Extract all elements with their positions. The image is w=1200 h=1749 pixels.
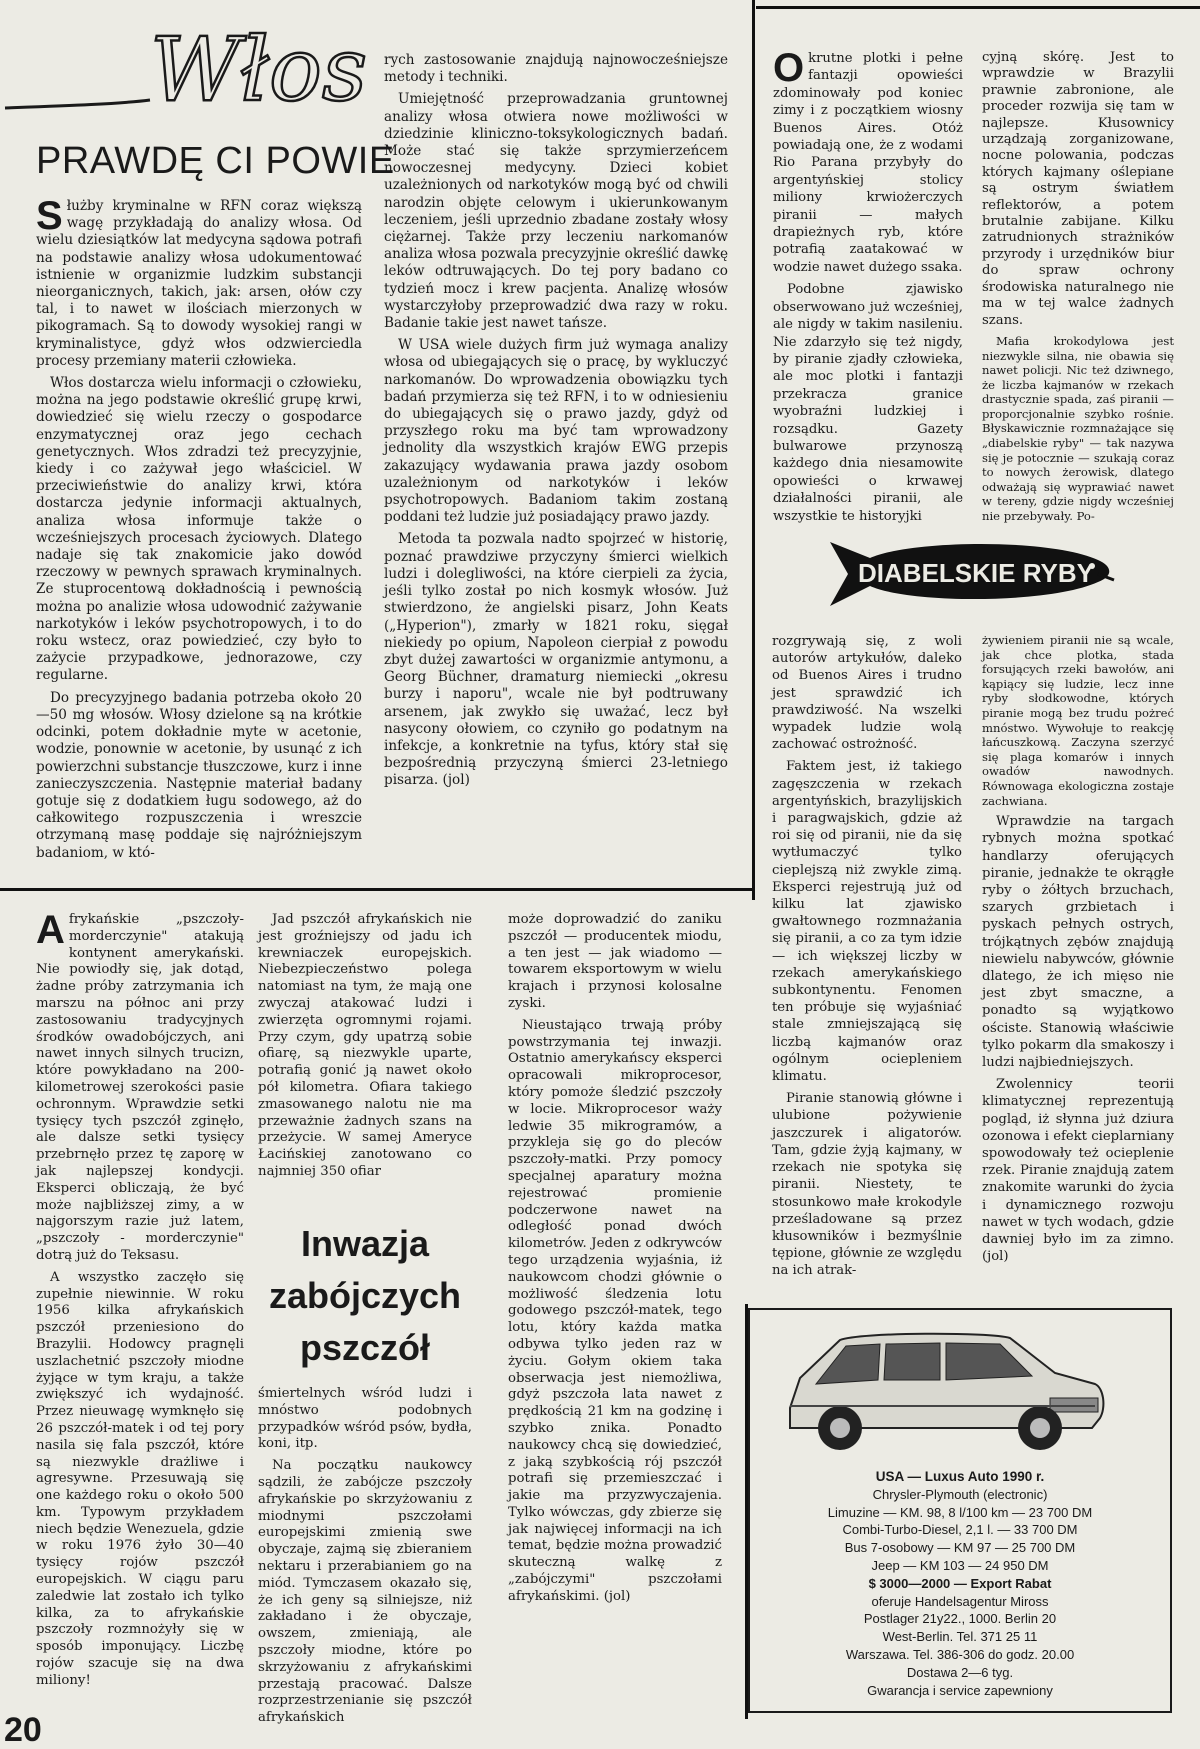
article3-paragraph: Na początku naukowcy sądzili, że zabójcze pszczoły afrykańskie po skrzyżowaniu z miodnymi pszczołami europejskimi zmienią swe obyczaje, zajmą się zbieraniem nektaru i przerabianiem go na miód. Tymczasem okazało się, że ich geny są silniejsze, niż zakładano i że obyczaje, owszem, zmieniają, ale pszczoły miodne, które po skrzyżowaniu z afrykańskimi przestają pracować. Dalsze rozprzestrzenianie się pszczół afrykańskich	[258, 1458, 472, 1726]
article3-paragraph: Afrykańskie „pszczoły-morderczynie" atakują kontynent amerykański. Nie powiodły się, jak dotąd, żadne próby zatrzymania ich marszu na północ ani przy zastosowaniu tradycyjnych środków owadobójczych, ani nawet innych silnych trucizn, które powykładano na 200-kilometrowej szerokości pasie ochronnym. Wprawdzie setki tysięcy tych pszczół zginęło, ale dalsze setki tysięcy przebrnęło przez tę zaporę w jak najlepszej kondycji. Eksperci obliczają, że być może najbliższej zimy, a w najgorszym razie już latem, „pszczoły - morderczynie" dotrą już do Teksasu.	[36, 908, 244, 1263]
article1-paragraph: W USA wiele dużych firm już wymaga analizy włosa od ubiegających się o pracę, by wykluczyć narkomanów. Do wprowadzenia obowiązku tych badań przymierza się też RFN, i to w odniesieniu do ubiegających się o prawo jazdy, gdyż od przyszłego roku ma być tam wprowadzony jednolity dla wszystkich krajów EWG przepis zakazujący wydawania prawa jazdy osobom uzależnionym od narkotyków i leków psychotropowych. Badaniom takim zostaną poddani też ludzie już posiadający prawo jazdy.	[384, 337, 728, 526]
article2-paragraph-small: Mafia krokodylowa jest niezwykle silna, nie obawia się nawet policji. Nic też dziwnego, że liczba kajmanów w rzekach drastycznie spada, zaś piranii — proporcjonalnie szybko rośnie. Błyskawicznie rozmnażające się „diabelskie ryby" — tak nazywa się je potocznie — szukają coraz to nowych żerowisk, dlatego odważają się wyprawiać nawet w tereny, gdzie nigdy wcześniej nie przebywały. Po-	[982, 333, 1174, 524]
article2-column-2b	[982, 633, 1174, 1270]
horizontal-divider	[0, 888, 752, 891]
article1-column-1	[36, 194, 362, 867]
script-title-text: Włos	[150, 18, 368, 118]
article2-paragraph: cyjną skórę. Jest to wprawdzie w Brazylii prawnie zabronione, ale proceder rozwija się tam w najlepsze. Kłusownicy urządzają zorganizowane, nocne polowania, podczas których kajmany oślepiane są ostrym światłem reflektorów, a potem brutalnie zabijane. Kilku zatrudnionych strażników przyrody i urzędników biur do spraw ochrony środowiska naturalnego nie ma w tej walce żadnych szans.	[982, 50, 1174, 328]
ad-line: Limuzine — KM. 98, 8 l/100 km — 23 700 DM	[827, 1504, 1093, 1520]
ad-line: Postlager 21y22., 1000. Berlin 20	[863, 1611, 1057, 1627]
ad-line: Jeep — KM 103 — 24 950 DM	[871, 1557, 1049, 1573]
article1-column-2	[384, 52, 728, 795]
article2-paragraph-small: żywieniem piranii nie są wcale, jak chce plotka, stada forsujących rzeki bawołów, ani kąpiący się ludzie, lecz inne ryby słodkowodne, których piranie mogą bez trudu pożreć mnóstwo. Wywołuje to reakcję łańcuszkową. Zaczyna szerzyć się plaga komarów i innych owadów nawodnych. Równowaga ekologiczna zostaje zachwiana.	[982, 633, 1174, 808]
article2-column-2	[982, 50, 1174, 529]
article3-headline	[258, 1218, 472, 1374]
article3-column-1	[36, 908, 244, 1695]
dropcap: O	[773, 46, 805, 90]
article3-paragraph: może doprowadzić do zaniku pszczół — producentek miodu, a ten jest — jak wiadomo — towarem eksportowym w wielu krajach i przynosi kolosalne zyski.	[508, 912, 722, 1011]
article3-paragraph: śmiertelnych wśród ludzi i mnóstwo podobnych przypadków wśród psów, bydła, koni, itp.	[258, 1386, 472, 1452]
article2-paragraph: rozgrywają się, z woli autorów artykułów, daleko od Buenos Aires i trudno jest sprawdzić ich prawdziwość. Na wszelki wypadek ludzie wolą zachować ostrożność.	[772, 634, 962, 753]
article3-column-3	[508, 912, 722, 1611]
ad-line: West-Berlin. Tel. 371 25 11	[882, 1629, 1038, 1645]
article2-paragraph: Piranie stanowią główne i ulubione pożywienie jaszczurek i aligatorów. Tam, gdzie żyją kajmany, w rzekach nie spotyka się piranii. Niestety, te stosunkowo małe krokodyle prześladowane są przez kłusowników i bezmyślnie tępione, głównie ze względu na ich atrak-	[772, 1091, 962, 1279]
article1-paragraph: rych zastosowanie znajdują najnowocześniejsze metody i techniki.	[384, 52, 728, 86]
article1-paragraph: Do precyzyjnego badania potrzeba około 20—50 mg włosów. Włosy dzielone są na krótkie odcinki, potem dokładnie myte w acetonie, wodzie, ponownie w acetonie, by usunąć z ich powierzchni substancje tłuszczowe, kurz i inne zanieczyszczenia. Następnie materiał badany gotuje się z dodatkiem ługu sodowego, aż do całkowitego rozpuszczenia i wreszcie otrzymaną masę poddaje się najróżniejszym badaniom, w któ-	[36, 689, 362, 861]
article3-paragraph: A wszystko zaczęło się zupełnie niewinnie. W roku 1956 kilka afrykańskich pszczół przeniesiono do Brazylii. Hodowcy pragnęli uszlachetnić pszczoły miodne żyjące w tym kraju, a także zwiększyć ich wydajność. Przez nieuwagę wymknęło się 26 pszczół-matek i od tej pory nasila się fala pszczół, które są niezwykle drażliwe i agresywne. Przesuwają się one każdego roku o około 500 km. Typowym przykładem niech będzie Wenezuela, gdzie w roku 1976 żyło 30—40 tysięcy rojów pszczół europejskich. W ciągu paru zaledwie lat zostało ich tylko kilka, za to afrykańskie pszczoły rozmnożyły się w sposób imponujący. Liczbę rojów szacuje się na dwa miliony!	[36, 1269, 244, 1688]
script-underline	[5, 100, 150, 108]
article1-headline: PRAWDĘ CI POWIE	[36, 140, 395, 182]
article2-paragraph: Zwolennicy teorii klimatycznej reprezentują pogląd, iż słynna już dziura ozonowa i efekt cieplarniany spowodowały też ocieplenie rzek. Piranie znajdują zatem znakomite warunki do życia i dynamicznego rozwoju nawet w tych wodach, gdzie dawniej było im za zimno. (jol)	[982, 1077, 1174, 1265]
article2-paragraph: Podobne zjawisko obserwowano już wcześniej, ale nigdy w takim nasileniu. Nie zdarzyło się też nigdy, by piranie zjadły człowieka, ale moc plotki i fantazji przekracza granice wyobraźni ludzkiej i rozsądku. Gazety bulwarowe przynoszą każdego dnia niesamowite opowieści o krwawej działalności piranii, ale wszystkie te historyjki	[773, 282, 963, 524]
ad-line: USA — Luxus Auto 1990 r.	[875, 1469, 1045, 1484]
article2-paragraph: Okrutne plotki i pełne fantazji opowieści zdominowały pod koniec zimy i z początkiem wiosny Buenos Aires. Otóż powiadają one, że z wodami Rio Parana przybyły do argentyńskiej stolicy miliony krwiożerczych piranii — małych drapieżnych ryb, które potrafią zaatakować w wodzie nawet dużego ssaka.	[773, 46, 963, 275]
article2-column-1b	[772, 633, 962, 1285]
dropcap: S	[36, 194, 63, 238]
page-number: 20	[4, 1711, 42, 1749]
headline-line: Inwazja	[300, 1223, 430, 1264]
ad-line: Gwarancja i service zapewniony	[867, 1682, 1053, 1698]
article2-paragraph: Wprawdzie na targach rybnych można spotkać handlarzy oferujących piranie, jednakże te okrągłe ryby o żółtych brzuchach, szarych grzbietach i pyskach pełnych ostrych, trójkątnych zębów znajdują niewielu nabywców, głównie dlatego, że ich mięso nie jest zbyt smaczne, a ponadto są wyjątkowo ościste. Stanowią właściwie tylko pokarm dla smakoszy i ludzi najbiedniejszych.	[982, 814, 1174, 1070]
article1-paragraph: Służby kryminalne w RFN coraz większą wagę przykładają do analizy włosa. Od wielu dziesiątków lat medycyna sądowa potrafi na podstawie analizy włosa udokumentować istnienie w organizmie ludzkim substancji nieorganicznych, takich, jak: arsen, ołów czy tal, i to nawet w ilościach mierzonych w pikogramach. Są to dowody wysokiej rangi w kryminalistyce, gdyż włos odzwierciedla procesy przemiany materii człowieka.	[36, 194, 362, 369]
ad-line: Warszawa. Tel. 386-306 do godz. 20.00	[845, 1646, 1075, 1662]
horizontal-divider	[756, 6, 1200, 9]
banner-title: DIABELSKIE RYBY	[858, 558, 1094, 588]
ad-line: oferuje Handelsagentur Miross	[871, 1593, 1049, 1609]
article1-paragraph: Metoda ta pozwala nadto spojrzeć w historię, poznać prawdziwe przyczyny śmierci wielkich ludzi i dolegliwości, na które cierpieli za życia, jeśli tylko został po nich kosmyk włosów. Już stwierdzono, że angielski pisarz, John Keats („Hyperion"), zmarły w 1821 roku, sięgał niekiedy po opium, Napoleon cierpiał z powodu zbyt dużej zawartości w organizmie antymonu, a Georg Büchner, dramaturg niemiecki „okresu burzy i naporu", wcale nie był podtruwany arsenem, jak zwykło się uważać, lecz był nasycony ołowiem, co czyniło go podatnym na infekcje, a konkretnie na tyfus, który stał się bezpośrednią przyczyną śmierci 23-letniego pisarza. (jol)	[384, 531, 728, 789]
ad-line: Bus 7-osobowy — KM 97 — 25 700 DM	[844, 1540, 1076, 1556]
advertisement-text	[752, 1468, 1168, 1699]
ad-line: Chrysler-Plymouth (electronic)	[872, 1486, 1048, 1502]
ad-line: $ 3000—2000 — Export Rabat	[868, 1575, 1052, 1591]
headline-line: zabójczych	[268, 1275, 462, 1316]
minivan-image	[770, 1318, 1115, 1458]
article1-paragraph: Włos dostarcza wielu informacji o człowieku, można na jego podstawie określić grupę krwi, dowiedzieć się wielu rzeczy o gospodarce enzymatycznej oraz jego cechach genetycznych. Włos zdradzi też precyzyjnie, kiedy i co zażywał jego właściciel. W przeciwieństwie do analizy krwi, która dostarcza jedynie informacji aktualnych, analiza włosa informuje także o wcześniejszych procesach życiowych. Dlatego nadaje się tak znakomicie jako dowód rzeczowy w pewnych sprawach kryminalnych. Ze stuprocentową dokładnością i pewnością można po analizie włosa udowodnić zażywanie narkotyków i leków psychotropowych, i to do roku wstecz, oraz powiedzieć, czy było to zażycie przypadkowe, jednorazowe, czy regularne.	[36, 375, 362, 684]
dropcap: A	[36, 908, 65, 952]
ad-line: Dostawa 2—6 tyg.	[906, 1664, 1014, 1680]
article2-column-1	[773, 46, 963, 530]
ad-line: Combi-Turbo-Diesel, 2,1 l. — 33 700 DM	[842, 1522, 1078, 1538]
article3-paragraph: Jad pszczół afrykańskich nie jest groźniejszy od jadu ich krewniaczek europejskich. Niebezpieczeństwo polega natomiast na tym, że mają one zwyczaj atakować ludzi i zwierzęta ogromnymi rojami. Przy czym, gdy upatrzą sobie ofiarę, są niezwykle uparte, potrafią gonić ją nawet około pół kilometra. Ofiara takiego zmasowanego nalotu nie ma przeważnie żadnych szans na przeżycie. W samej Ameryce Łacińskiej zanotowano co najmniej 350 ofiar	[258, 912, 472, 1179]
article1-paragraph: Umiejętność przeprowadzania gruntownej analizy włosa otwiera nowe możliwości w dziedzinie kliniczno-toksykologicznych badań. Może stać się także sprzymierzeńcem nowoczesnej medycyny. Dzieci kobiet uzależnionych od narkotyków mogą być od chwili narodzin objęte celowym i ukierunkowanym leczeniem, jeśli uprzednio zbadane zostały włosy ciężarnej. Także przy leczeniu narkomanów analiza włosa pozwala precyzyjnie określić dawkę leków odtruwających. Do tej pory badano co tydzień mocz i krew pacjenta. Analizę włosów wystarczyłoby przeprowadzić dwa razy w roku. Badanie takie jest nawet tańsze.	[384, 91, 728, 332]
headline-line: pszczół	[299, 1327, 431, 1368]
vertical-divider	[752, 0, 755, 900]
hair-script-title	[0, 8, 380, 118]
article3-column-2	[258, 912, 472, 1186]
article3-column-2b	[258, 1386, 472, 1732]
article2-paragraph: Faktem jest, iż takiego zagęszczenia w rzekach argentyńskich, brazylijskich i paragwajskich, gdzie aż roi się od piranii, nie da się wytłumaczyć tylko cieplejszą niż zwykle zimą. Eksperci rejestrują już od kilku lat zjawisko gwałtownego rozmnażania się piranii, a co za tym idzie — ich większej liczby w rzekach amerykańskiego subkontynentu. Fenomen ten próbuje się wyjaśniać stale zmniejszającą się liczbą kajmanów oraz ogólnym ociepleniem klimatu.	[772, 759, 962, 1085]
article3-paragraph: Nieustająco trwają próby powstrzymania tej inwazji. Ostatnio amerykańscy eksperci opracowali mikroprocesor, który pomoże śledzić pszczoły w locie. Mikroprocesor waży ledwie 35 mikrogramów, a przykleja się go do pleców pszczoły-matki. Przy pomocy specjalnej aparatury można rejestrować promienie podczerwone nawet na odległość ponad dwóch kilometrów. Jeden z odkrywców tego urządzenia wyjaśnia, iż naukowcom chodzi głównie o możliwość śledzenia lotu godowego pszczół-matek, tego lotu, który każda matka odbywa tylko jeden raz w życiu. Gołym okiem taka obserwacja jest niemożliwa, gdyż pszczoła lata nawet z prędkością 21 km na godzinę i szybko znika. Ponadto naukowcy chcą się dowiedzieć, z jaką szybkością rój pszczół potrafi się przemieszczać i jakie ma przyzwyczajenia. Tylko wówczas, gdy zbierze się jak najwięcej informacji na ich temat, będzie można prowadzić skuteczną walkę z „zabójczymi" pszczołami afrykańskimi. (jol)	[508, 1017, 722, 1604]
fish-banner	[830, 536, 1120, 610]
